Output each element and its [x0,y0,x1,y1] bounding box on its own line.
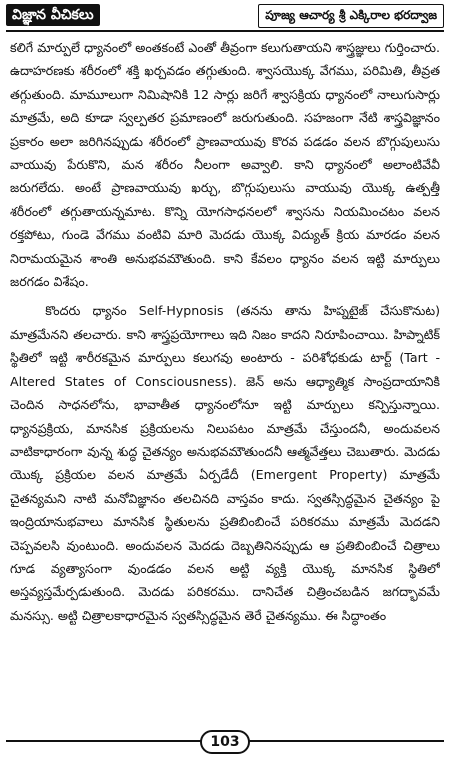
paragraph-2: కొందరు ధ్యానం Self-Hypnosis (తనను తాను హిప్నటైజ్ చేసుకొనుట) మాత్రమేనని తలచారు. కాని శాస్త్రప్రయోగాలు ఇది నిజం కాదని నిరూపించాయి. హిప్నాటిక్ స్థితిలో ఇట్టి శారీరకమైన మార్పులు కలుగవు అంటారు - పరిశోధకుడు టార్ట్ (Tart - Altered States of Consciousness). జెన్ అను ఆధ్యాత్మిక సాంప్రదాయానికి చెందిన సాధనలోను, భావాతీత ధ్యానంలోనూ ఇట్టి మార్పులు కన్పిస్తున్నాయి. ధ్యానప్రక్రియ, మానసిక ప్రక్రియలను నిలుపటం మాత్రమే చేస్తుందనీ, అందువలన వాటికాధారంగా వున్న శుద్ధ చైతన్యం అనుభవమౌతుందనీ ఆత్మవేత్తలు చెబుతారు. మెదడు యొక్క ప్రక్రియల వలన మాత్రమే ఏర్పడేదీ (Emergent Property) మాత్రమే చైతన్యమని నాటి మనోవిజ్ఞానం తలచినది వాస్తవం కాదు. స్వతస్సిద్ధమైన చైతన్యం పై ఇంద్రియానుభవాలు మానసిక స్థితులను ప్రతిబింబించే పరికరము మాత్రమే మెదడని చెప్పవలసి వుంటుంది. అందువలన మెదడు దెబ్బతినినప్పుడు ఆ ప్రతిబింబించే చిత్రాలు గూడ వ్యత్యాసంగా వుండడం వలన అట్టి వ్యక్తి యొక్క మానసిక స్థితిలో అస్తవ్యస్తమేర్పడుతుంది. మెదడు పరికరము. దానిచేత చిత్రించబడిన జగద్భావమే మనస్సు. అట్టి చిత్రాలకాధారమైన స్వతస్సిద్ధమైన తెరే చైతన్యము. ఈ సిద్ధాంతం [10,303,440,623]
page-body [10,36,440,726]
running-header [6,4,444,28]
book-title: విజ్ఞాన వీచికలు [6,4,100,26]
author-name: పూజ్య ఆచార్య శ్రీ ఎక్కిరాల భరద్వాజ [258,4,444,28]
page-number: 103 [200,730,250,754]
header-rule [6,30,444,32]
paragraph-1: కలిగే మార్పులే ధ్యానంలో అంతకంటే ఎంతో తీవ్రంగా కలుగుతాయని శాస్త్రజ్ఞులు గుర్తించారు. ఉదాహరణకు శరీరంలో శక్తి ఖర్చవడం తగ్గుతుంది. శ్వాసయొక్క వేగము, పరిమితి, తీవ్రత తగ్గుతుంది. మామూలుగా నిమిషానికి 12 సార్లు జరిగే శ్వాసక్రియ ధ్యానంలో నాలుగుసార్లు మాత్రమే, అది కూడా స్వల్పతర ప్రమాణంలో జరుగుతుంది. సహజంగా నేటి శాస్త్రవిజ్ఞానం ప్రకారం అలా జరిగినప్పుడు శరీరంలో ప్రాణవాయువు కొరవ పడడం వలన బొగ్గుపులుసు వాయువు పేరుకొని, మన శరీరం నీలంగా అవ్వాలి. కాని ధ్యానంలో అలాంటివేవీ జరుగలేదు. అంటే ప్రాణవాయువు ఖర్చు, బొగ్గుపులుసు వాయువు యొక్క ఉత్పత్తీ శరీరంలో తగ్గుతాయన్నమాట. కొన్ని యోగసాధనలలో శ్వాసను నియమించటం వలన రక్తపోటు, గుండె వేగము వంటివి మారి మెదడు యొక్క విద్యుత్ క్రియ మారడం వలన నిరామయమైన శాంతి అనుభవమౌతుంది. కాని కేవలం ధ్యానం వలన ఇట్టి మార్పులు జరగడం విశేషం. [10,40,440,290]
